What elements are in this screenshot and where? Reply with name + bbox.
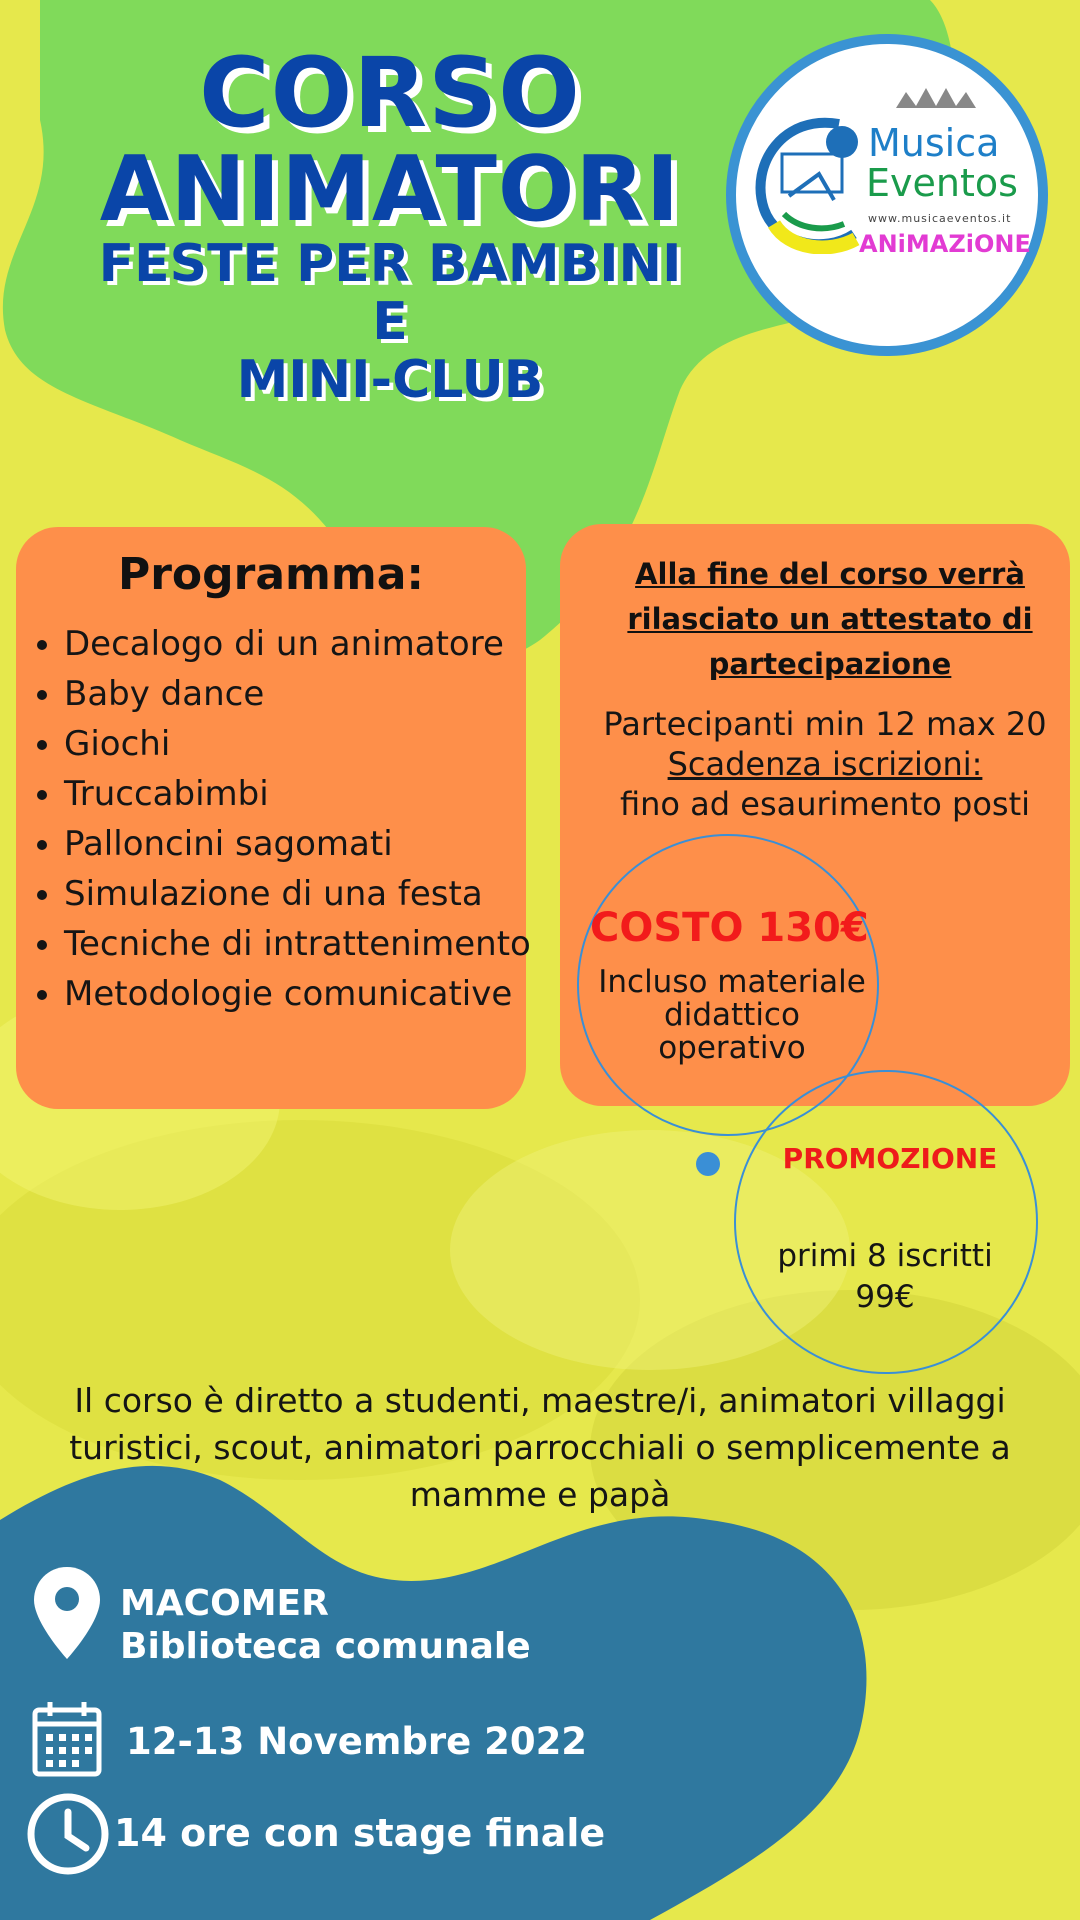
cost-included-line: didattico bbox=[664, 997, 800, 1033]
program-list bbox=[28, 619, 531, 1019]
program-item: • Tecniche di intrattenimento bbox=[64, 919, 531, 969]
program-item: • Decalogo di un animatore bbox=[64, 619, 531, 669]
cost-included-line: operativo bbox=[658, 1030, 806, 1066]
logo-word-2: Eventos bbox=[866, 161, 1018, 205]
deadline-value: fino ad esaurimento posti bbox=[619, 785, 1030, 823]
title-line-2: ANIMATORI bbox=[99, 137, 681, 242]
participants-block bbox=[580, 704, 1070, 824]
promo-line: primi 8 iscritti bbox=[777, 1238, 993, 1274]
event-duration: 14 ore con stage finale bbox=[114, 1811, 606, 1855]
title-block bbox=[40, 37, 740, 411]
logo-tagline: ANiMAZiONE bbox=[859, 230, 1031, 258]
location-pin-icon bbox=[32, 1565, 102, 1661]
promo-price: 99€ bbox=[855, 1279, 915, 1315]
program-item: • Metodologie comunicative bbox=[64, 969, 531, 1019]
promo-label: PROMOZIONE bbox=[782, 1142, 998, 1175]
event-city: MACOMER bbox=[120, 1583, 329, 1624]
promo-details bbox=[740, 1236, 1030, 1318]
cost-included bbox=[582, 966, 882, 1065]
program-card bbox=[16, 527, 531, 1109]
program-item: • Truccabimbi bbox=[64, 769, 531, 819]
location-block bbox=[120, 1582, 531, 1668]
cost-price: COSTO 130€ bbox=[590, 905, 869, 951]
logo-word-1: Musica bbox=[868, 121, 1000, 165]
participants-text: Partecipanti min 12 max 20 bbox=[603, 705, 1047, 743]
course-description: Il corso è diretto a studenti, maestre/i, animatori villaggi turistici, scout, animatori parrocchiali o semplicemente a mamme e papà bbox=[69, 1381, 1011, 1514]
subtitle-line-1: FESTE PER BAMBINI bbox=[98, 234, 682, 294]
program-item: • Giochi bbox=[64, 719, 531, 769]
program-item: • Palloncini sagomati bbox=[64, 819, 531, 869]
musica-eventos-logo bbox=[726, 34, 1048, 356]
program-item: • Simulazione di una festa bbox=[64, 869, 531, 919]
clock-icon bbox=[26, 1792, 110, 1876]
promo-ring bbox=[734, 1070, 1038, 1374]
deadline-label: Scadenza iscrizioni: bbox=[667, 745, 983, 783]
program-item: • Baby dance bbox=[64, 669, 531, 719]
subtitle-line-3: MINI-CLUB bbox=[236, 350, 544, 411]
event-dates: 12-13 Novembre 2022 bbox=[126, 1720, 588, 1763]
cost-included-line: Incluso materiale bbox=[598, 964, 866, 1000]
title-line-1: CORSO bbox=[199, 37, 581, 149]
logo-crown-icon bbox=[896, 86, 976, 110]
program-title: Programma: bbox=[117, 549, 425, 600]
decorative-dot bbox=[696, 1152, 720, 1176]
calendar-icon bbox=[32, 1700, 102, 1778]
logo-url: www.musicaeventos.it bbox=[868, 212, 1012, 225]
certificate-note: Alla fine del corso verrà rilasciato un attestato di partecipazione bbox=[627, 557, 1033, 681]
subtitle-line-2: E bbox=[372, 292, 408, 353]
event-venue: Biblioteca comunale bbox=[120, 1626, 531, 1667]
